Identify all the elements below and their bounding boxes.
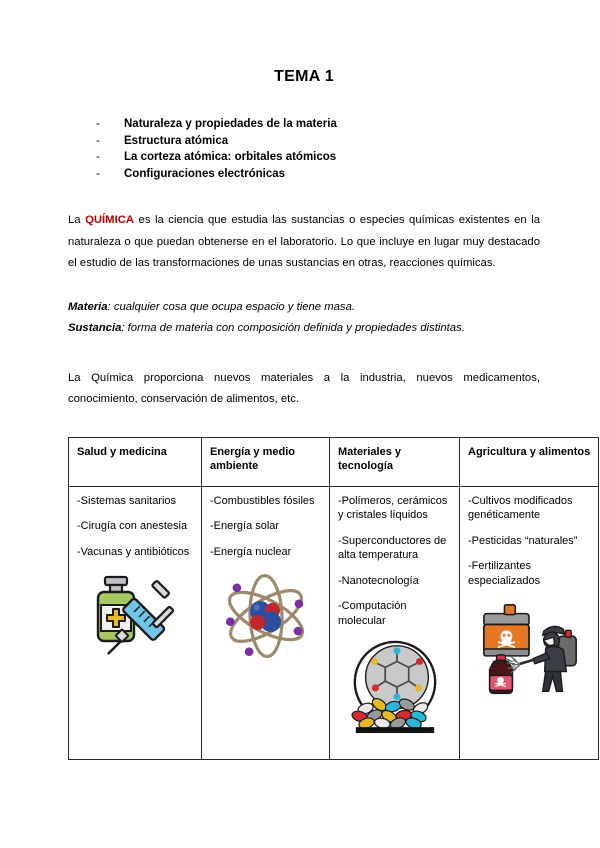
cell-list-item: -Computación molecular xyxy=(338,600,407,627)
cell-item-list xyxy=(338,494,452,629)
table-cell-materiales xyxy=(330,486,460,759)
topic-list-item xyxy=(96,149,540,166)
cell-list-item: -Energía nuclear xyxy=(210,545,292,558)
definition-term: Materia xyxy=(68,300,108,313)
cell-list-item: -Fertilizantes especializados xyxy=(468,560,541,587)
topic-list-item xyxy=(96,166,540,183)
topic-label: Estructura atómica xyxy=(124,134,229,147)
topic-label: Configuraciones electrónicas xyxy=(124,167,286,180)
table-header-materiales: Materiales y tecnología xyxy=(330,437,460,486)
cell-list-item: -Combustibles fósiles xyxy=(210,494,315,507)
table-header-row xyxy=(69,437,599,486)
definition-materia xyxy=(68,297,540,319)
cell-item-list xyxy=(77,494,194,560)
topic-list-item xyxy=(96,133,540,150)
topic-label: Naturaleza y propiedades de la materia xyxy=(124,118,337,130)
definition-text: : forma de materia con composición definida y propiedades distintas. xyxy=(121,322,465,334)
applications-table xyxy=(68,437,599,760)
table-row xyxy=(69,486,599,759)
cell-list-item: -Pesticidas “naturales” xyxy=(468,534,578,547)
table-body xyxy=(69,486,599,759)
cell-list-item: -Polímeros, cerámicos y cristales líquidos xyxy=(338,494,448,521)
intro-text-before: La xyxy=(68,214,86,226)
cell-item-list xyxy=(210,494,322,560)
table-header-row-group xyxy=(69,437,599,486)
cell-list-item: -Nanotecnología xyxy=(338,574,419,587)
list-dash: - xyxy=(96,118,100,130)
topic-label: La corteza atómica: orbitales atómicos xyxy=(124,151,337,163)
vaccine-syringe-icon xyxy=(77,569,194,665)
list-dash: - xyxy=(96,167,100,180)
cell-item-list xyxy=(468,494,591,589)
table-cell-energia xyxy=(202,486,330,759)
atom-model-icon xyxy=(210,569,322,663)
applications-paragraph: La Química proporciona nuevos materiales a la industria, nuevos medicamentos, conocimiento, conservación de alimentos, etc. xyxy=(68,371,540,405)
list-dash: - xyxy=(96,151,100,163)
table-cell-salud xyxy=(69,486,202,759)
pesticide-sprayer-icon xyxy=(468,598,591,698)
definition-sustancia xyxy=(68,318,540,340)
table-header-agricultura: Agricultura y alimentos xyxy=(460,437,599,486)
definitions-block xyxy=(68,297,540,340)
cell-list-item: -Energía solar xyxy=(210,520,280,532)
intro-paragraph xyxy=(68,210,540,275)
cell-list-item: -Cultivos modificados genéticamente xyxy=(468,494,573,521)
definition-text: : cualquier cosa que ocupa espacio y tiene masa. xyxy=(107,300,355,313)
cell-list-item: -Cirugía con anestesia xyxy=(77,520,188,532)
topic-list xyxy=(68,116,540,182)
cell-list-item: -Vacunas y antibióticos xyxy=(77,545,190,558)
molecular-pills-icon xyxy=(338,638,452,734)
definition-term: Sustancia xyxy=(68,322,122,334)
quimica-highlight: QUÍMICA xyxy=(85,214,135,226)
page-title: TEMA 1 xyxy=(274,68,334,85)
intro-text-after: es la ciencia que estudia las sustancias o especies químicas existentes en la naturaleza o que puedan obtenerse en el laboratorio. Lo que incluye en lugar muy destacado el estudio de las transformaciones de unas sustancias en otras, reacciones químicas. xyxy=(68,214,540,269)
cell-list-item: -Sistemas sanitarios xyxy=(77,494,177,507)
list-dash: - xyxy=(96,134,100,147)
table-header-salud: Salud y medicina xyxy=(69,437,202,486)
cell-list-item: -Superconductores de alta temperatura xyxy=(338,534,447,561)
topic-list-item xyxy=(96,116,540,133)
table-header-energia: Energía y medio ambiente xyxy=(202,437,330,486)
table-cell-agricultura xyxy=(460,486,599,759)
